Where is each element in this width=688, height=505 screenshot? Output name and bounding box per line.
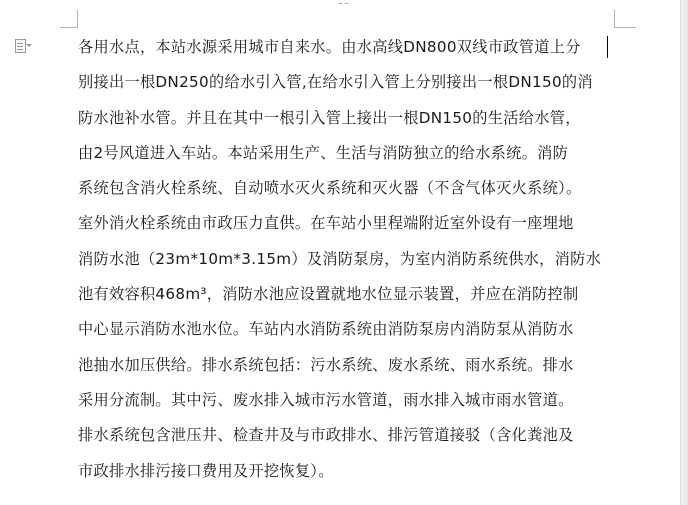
crop-mark-top-left-horizontal xyxy=(60,27,78,28)
text-line: 池有效容积468m³，消防水池应设置就地水位显示装置，并应在消防控制 xyxy=(78,285,579,304)
text-line: 消防水池（23m*10m*3.15m）及消防泵房，为室内消防系统供水，消防水 xyxy=(78,249,602,268)
text-line-glyph xyxy=(17,46,23,47)
document-body[interactable] xyxy=(78,35,618,494)
text-line: 别接出一根DN250的给水引入管,在给水引入管上分别接出一根DN150的消 xyxy=(78,73,593,92)
crop-mark-top-right-vertical xyxy=(614,10,615,27)
text-line: 池抽水加压供给。排水系统包括：污水系统、废水系统、雨水系统。排水 xyxy=(78,355,574,374)
page-edge-shadow xyxy=(680,0,688,505)
text-line: 中心显示消防水池水位。车站内水消防系统由消防泵房内消防泵从消防水 xyxy=(78,320,574,339)
text-line: 系统包含消火栓系统、自动喷水灭火系统和灭火器（不含气体灭火系统）。 xyxy=(78,179,582,198)
text-line: 市政排水排污接口费用及开挖恢复）。 xyxy=(78,461,334,480)
page-top-marker xyxy=(339,3,348,5)
crop-mark-top-left-vertical xyxy=(77,10,78,27)
text-line: 由2号风道进入车站。本站采用生产、生活与消防独立的给水系统。消防 xyxy=(78,143,569,162)
text-line: 防水池补水管。并且在其中一根引入管上接出一根DN150的生活给水管， xyxy=(78,108,581,127)
text-line: 室外消火栓系统由市政压力直供。在车站小里程端附近室外设有一座埋地 xyxy=(78,214,574,233)
text-line: 排水系统包含泄压井、检查井及与市政排水、排污管道接驳（含化粪池及 xyxy=(78,426,574,445)
text-line-glyph xyxy=(17,43,23,44)
text-line-glyph xyxy=(17,49,23,50)
text-line: 采用分流制。其中污、废水排入城市污水管道，雨水排入城市雨水管道。 xyxy=(78,390,574,409)
text-cursor xyxy=(607,36,608,58)
crop-mark-top-right-horizontal xyxy=(614,27,636,28)
document-paragraph-icon[interactable] xyxy=(14,39,30,53)
chevron-down-icon xyxy=(26,44,32,47)
text-line: 各用水点，本站水源采用城市自来水。由水高线DN800双线市政管道上分 xyxy=(78,38,581,56)
